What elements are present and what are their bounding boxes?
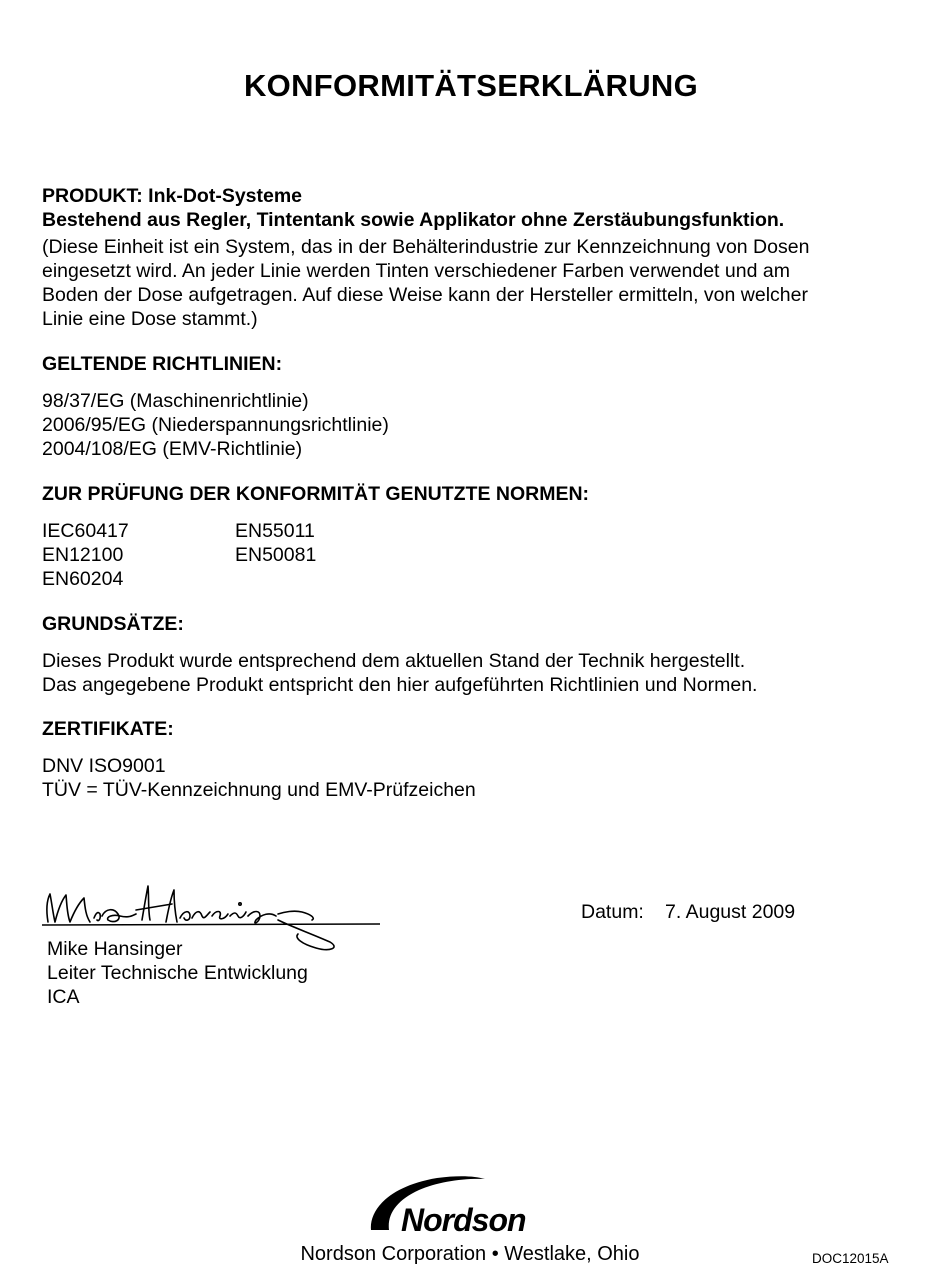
signatory-position: Leiter Technische Entwicklung [47,962,308,984]
standard-item: EN12100 [42,544,124,566]
signatory-organization: ICA [47,986,80,1008]
principles-line: Das angegebene Produkt entspricht den hier aufgeführten Richtlinien und Normen. [42,674,758,696]
directives-heading: GELTENDE RICHTLINIEN: [42,353,283,375]
directive-item: 2004/108/EG (EMV-Richtlinie) [42,438,303,460]
product-description-line: eingesetzt wird. An jeder Linie werden Tinten verschiedener Farben verwendet und am [42,260,790,282]
footer-company: Nordson Corporation • Westlake, Ohio [300,1243,640,1265]
principles-line: Dieses Produkt wurde entsprechend dem aktuellen Stand der Technik hergestellt. [42,650,746,672]
document-title: KONFORMITÄTSERKLÄRUNG [243,68,699,103]
principles-heading: GRUNDSÄTZE: [42,613,184,635]
standards-heading: ZUR PRÜFUNG DER KONFORMITÄT GENUTZTE NORMEN: [42,483,590,505]
directive-item: 2006/95/EG (Niederspannungsrichtlinie) [42,414,389,436]
standard-item: EN55011 [235,520,315,542]
product-subheading: Bestehend aus Regler, Tintentank sowie Applikator ohne Zerstäubungsfunktion. [42,209,785,231]
product-description-line: Linie eine Dose stammt.) [42,308,258,330]
signatory-name: Mike Hansinger [47,938,183,960]
date-value: 7. August 2009 [665,901,796,923]
product-description-line: (Diese Einheit ist ein System, das in der Behälterindustrie zur Kennzeichnung von Dosen [42,236,810,258]
directive-item: 98/37/EG (Maschinenrichtlinie) [42,390,309,412]
certificate-line: TÜV = TÜV-Kennzeichnung und EMV-Prüfzeichen [42,779,476,801]
logo-text: Nordson [401,1202,526,1236]
product-description-line: Boden der Dose aufgetragen. Auf diese Weise kann der Hersteller ermitteln, von welcher [42,284,808,306]
nordson-logo [367,1174,537,1241]
date-label: Datum: [581,901,644,923]
document-number: DOC12015A [812,1251,889,1266]
certificate-line: DNV ISO9001 [42,755,166,777]
nordson-swoosh-icon [367,1174,537,1236]
certificates-heading: ZERTIFIKATE: [42,718,174,740]
standard-item: EN60204 [42,568,124,590]
product-heading: PRODUKT: Ink-Dot-Systeme [42,185,303,207]
standard-item: IEC60417 [42,520,129,542]
standard-item: EN50081 [235,544,317,566]
